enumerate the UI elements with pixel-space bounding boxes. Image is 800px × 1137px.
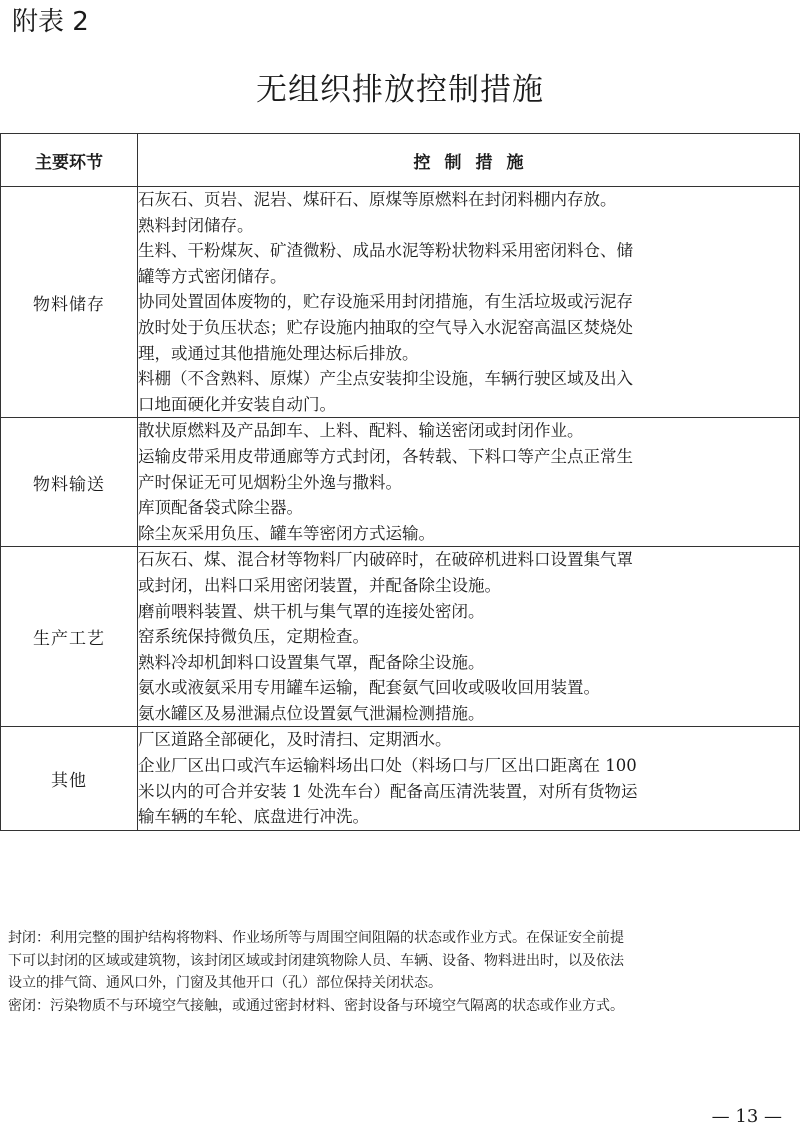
stage-cell: 物料储存 — [1, 187, 138, 418]
measure-line: 罐等方式密闭储存。 — [138, 266, 287, 286]
measures-cell — [138, 418, 800, 547]
measure-line: 熟料冷却机卸料口设置集气罩，配备除尘设施。 — [138, 652, 485, 672]
measure-line: 窑系统保持微负压，定期检查。 — [138, 627, 369, 647]
measure-line: 石灰石、页岩、泥岩、煤矸石、原煤等原燃料在封闭料棚内存放。 — [138, 190, 617, 209]
measure-line: 料棚（不含熟料、原煤）产尘点安装抑尘设施，车辆行驶区域及出入 — [138, 369, 633, 389]
appendix-label: 附表 2 — [12, 7, 89, 37]
stage-cell: 生产工艺 — [1, 547, 138, 727]
measure-line: 米以内的可合并安装 1 处洗车台）配备高压清洗装置，对所有货物运 — [138, 781, 638, 801]
measure-line: 氨水或液氨采用专用罐车运输，配套氨气回收或吸收回用装置。 — [138, 678, 600, 698]
measures-cell — [138, 187, 800, 418]
table-body — [1, 187, 800, 831]
measure-line: 熟料封闭储存。 — [138, 215, 254, 235]
control-measures-table — [0, 133, 800, 831]
footnote-line: 密闭：污染物质不与环境空气接触，或通过密封材料、密封设备与环境空气隔离的状态或作业方式。 — [8, 997, 624, 1014]
footnote-line: 封闭：利用完整的围护结构将物料、作业场所等与周围空间阻隔的状态或作业方式。在保证安全前提 — [8, 930, 624, 946]
measure-line: 口地面硬化并安装自动门。 — [138, 394, 336, 414]
measure-line: 产时保证无可见烟粉尘外逸与撒料。 — [138, 472, 402, 492]
measure-line: 除尘灰采用负压、罐车等密闭方式运输。 — [138, 523, 435, 543]
measure-line: 放时处于负压状态；贮存设施内抽取的空气导入水泥窑高温区焚烧处 — [138, 317, 633, 337]
measure-line: 石灰石、煤、混合材等物料厂内破碎时，在破碎机进料口设置集气罩 — [138, 550, 633, 570]
table-row — [1, 187, 800, 418]
measure-line: 企业厂区出口或汽车运输料场出口处（料场口与厂区出口距离在 100 — [138, 756, 637, 776]
measure-line: 输车辆的车轮、底盘进行冲洗。 — [138, 807, 369, 827]
measure-line: 协同处置固体废物的，贮存设施采用封闭措施，有生活垃圾或污泥存 — [138, 292, 633, 312]
measure-line: 散状原燃料及产品卸车、上料、配料、输送密闭或封闭作业。 — [138, 421, 584, 441]
stage-cell: 物料输送 — [1, 418, 138, 547]
footnote-line: 下可以封闭的区域或建筑物，该封闭区域或封闭建筑物除人员、车辆、设备、物料进出时，以及依法 — [8, 952, 624, 969]
measures-cell — [138, 727, 800, 830]
measures-cell — [138, 547, 800, 727]
measure-line: 氨水罐区及易泄漏点位设置氨气泄漏检测措施。 — [138, 703, 485, 723]
measure-line: 库顶配备袋式除尘器。 — [138, 498, 303, 518]
table-header-row — [1, 134, 800, 187]
header-control-measures: 控制措施 — [138, 134, 800, 187]
table-row — [1, 418, 800, 547]
measure-line: 磨前喂料装置、烘干机与集气罩的连接处密闭。 — [138, 601, 485, 621]
stage-cell: 其他 — [1, 727, 138, 830]
page-title: 无组织排放控制措施 — [256, 72, 544, 108]
table-row — [1, 727, 800, 830]
measure-line: 厂区道路全部硬化，及时清扫、定期洒水。 — [138, 730, 452, 750]
header-main-stage: 主要环节 — [1, 134, 138, 187]
footnote-line: 设立的排气筒、通风口外，门窗及其他开口（孔）部位保持关闭状态。 — [8, 975, 442, 991]
table-row — [1, 547, 800, 727]
footnotes — [8, 927, 794, 1017]
page-number: — 13 — — [711, 1106, 782, 1127]
measure-line: 运输皮带采用皮带通廊等方式封闭，各转载、下料口等产尘点正常生 — [138, 446, 633, 466]
measure-line: 或封闭，出料口采用密闭装置，并配备除尘设施。 — [138, 575, 501, 595]
measure-line: 生料、干粉煤灰、矿渣微粉、成品水泥等粉状物料采用密闭料仓、储 — [138, 241, 633, 261]
measure-line: 理，或通过其他措施处理达标后排放。 — [138, 343, 419, 363]
